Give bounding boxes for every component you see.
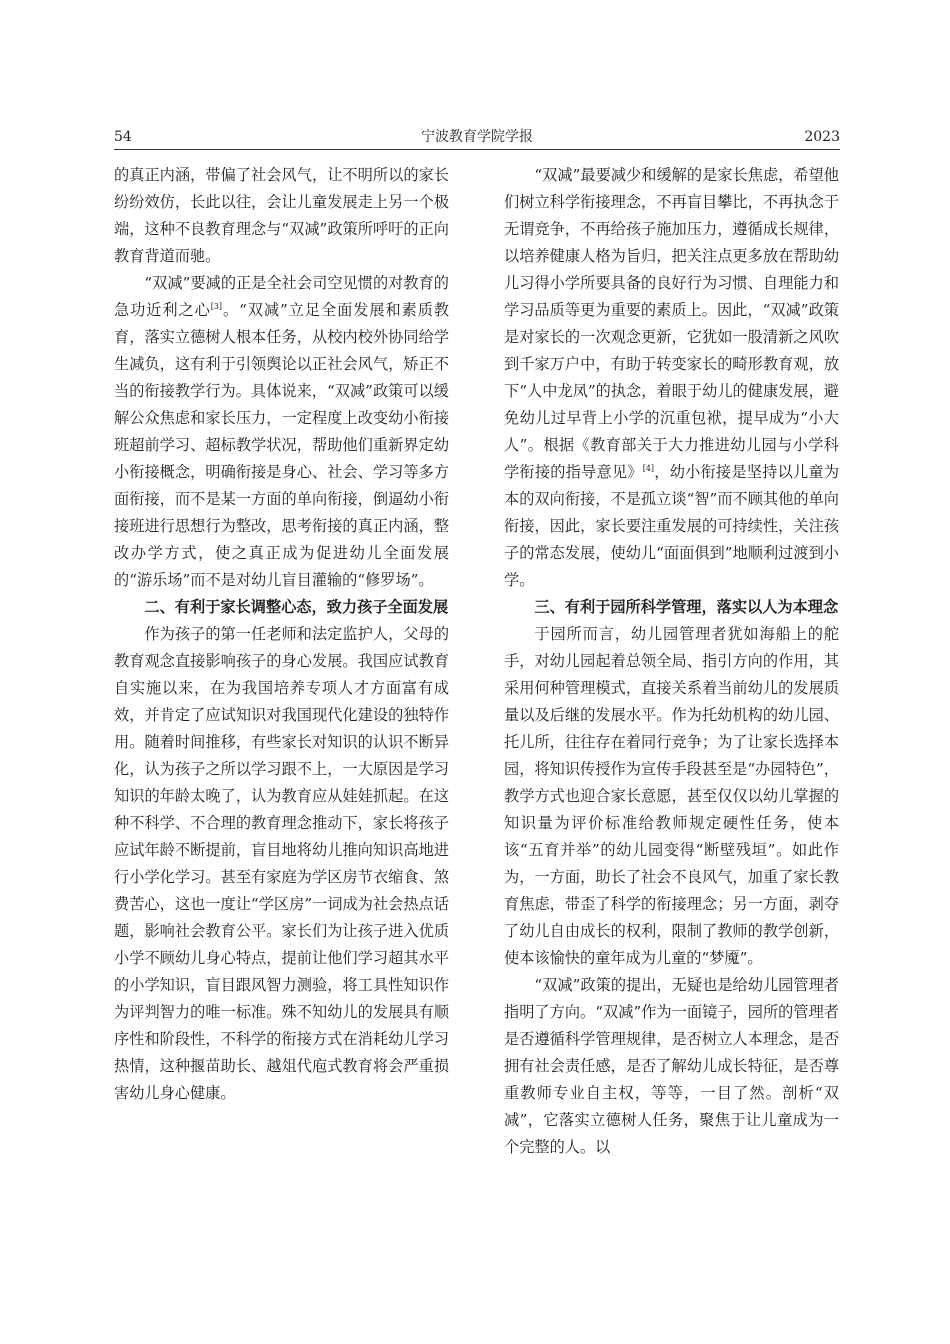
left-column [114,162,449,1107]
journal-title: 宁波教育学院学报 [421,129,533,145]
page-number: 54 [114,129,132,145]
paragraph: 于园所而言，幼儿园管理者犹如海船上的舵手，对幼儿园起着总领全局、指引方向的作用，其采用何种管理模式，直接关系着当前幼儿的发展质量以及后继的发展水平。作为托幼机构的幼儿园、托儿所，往往存在着同行竞争；为了让家长选择本园，将知识传授作为宣传手段甚至是“办园特色”，教学方式也迎合家长意愿，甚至仅仅以幼儿掌握的知识量为评价标准给教师规定硬性任务，使本该“五育并举”的幼儿园变得“断壁残垣”。如此作为，一方面，助长了社会不良风气，加重了家长教育焦虑，带歪了科学的衔接理念；另一方面，剥夺了幼儿自由成长的权利，限制了教师的教学创新，使本该愉快的童年成为儿童的“梦魇”。 [504,625,839,967]
section-heading: 三、有利于园所科学管理，落实以人为本理念 [534,598,839,616]
paragraph-text: “双减”要减的正是全社会司空见惯的对教育的急功近利之心 [114,274,449,319]
header-rule [114,149,840,150]
publication-year: 2023 [804,129,840,145]
paragraph-text: 。“双减”立足全面发展和素质教育，落实立德树人根本任务，从校内校外协同给学生减负，这有利于引领舆论以正社会风气，矫正不当的衔接教学行为。具体说来，“双减”政策可以缓解公众焦虑和家长压力，一定程度上改变幼小衔接班超前学习、超标教学状况，帮助他们重新界定幼小衔接概念，明确衔接是身心、社会、学习等多方面衔接，而不是某一方面的单向衔接，倒逼幼小衔接班进行思想行为整改，思考衔接的真正内涵，整改办学方式，使之真正成为促进幼儿全面发展的“游乐场”而不是对幼儿盲目灌输的“修罗场”。 [114,301,450,589]
paragraph: “双减”政策的提出，无疑也是给幼儿园管理者指明了方向。“双减”作为一面镜子，园所的管理者是否遵循科学管理规律，是否树立人本理念，是否拥有社会责任感，是否了解幼儿成长特征，是否尊重教师专业自主权，等等，一目了然。剖析“双减”，它落实立德树人任务，聚焦于让儿童成为一个完整的人。以 [504,976,839,1156]
citation-ref[interactable]: [4] [642,463,655,473]
running-header [114,126,840,148]
paragraph: 作为孩子的第一任老师和法定监护人，父母的教育观念直接影响孩子的身心发展。我国应试教育自实施以来，在为我国培养专项人才方面富有成效，并肯定了应试知识对我国现代化建设的独特作用。随着时间推移，有些家长对知识的认识不断异化，认为孩子之所以学习跟不上，一大原因是学习知识的年龄太晚了，认为教育应从娃娃抓起。在这种不科学、不合理的教育理念推动下，家长将孩子应试年龄不断提前，盲目地将幼儿推向知识高地进行小学化学习。甚至有家庭为学区房节衣缩食、煞费苦心，这也一度让“学区房”一词成为社会热点话题，影响社会教育公平。家长们为让孩子进入优质小学不顾幼儿身心特点，提前让他们学习超其水平的小学知识，盲目跟风智力测验，将工具性知识作为评判智力的唯一标准。殊不知幼儿的发展具有顺序性和阶段性，不科学的衔接方式在消耗幼儿学习热情，这种揠苗助长、越俎代庖式教育将会严重损害幼儿身心健康。 [114,625,449,1102]
section-heading: 二、有利于家长调整心态，致力孩子全面发展 [144,598,449,616]
paragraph [114,270,449,594]
paragraph-continued: 的真正内涵，带偏了社会风气，让不明所以的家长纷纷效仿，长此以往，会让儿童发展走上另一个极端，这种不良教育理念与“双减”政策所呼吁的正向教育背道而驰。 [114,166,449,265]
paragraph-text: “双减”最要减少和缓解的是家长焦虑，希望他们树立科学衔接理念，不再盲目攀比，不再执念于无谓竞争，不再给孩子施加压力，遵循成长规律，以培养健康人格为旨归，把关注点更多放在帮助幼儿习得小学所要具备的良好行为习惯、自理能力和学习品质等更为重要的素质上。因此，“双减”政策是对家长的一次观念更新，它犹如一股清新之风吹到千家万户中，有助于转变家长的畸形教育观，放下“人中龙凤”的执念，着眼于幼儿的健康发展，避免幼儿过早背上小学的沉重包袱，提早成为“小大人”。根据《教育部关于大力推进幼儿园与小学科学衔接的指导意见》 [504,166,839,481]
paragraph [504,162,839,594]
paragraph-text: ，幼小衔接是坚持以儿童为本的双向衔接，不是孤立谈“智”而不顾其他的单向衔接，因此，家长要注重发展的可持续性，关注孩子的常态发展，使幼儿“面面俱到”地顺利过渡到小学。 [504,463,840,589]
citation-ref[interactable]: [3] [210,301,223,311]
right-column [504,162,839,1161]
